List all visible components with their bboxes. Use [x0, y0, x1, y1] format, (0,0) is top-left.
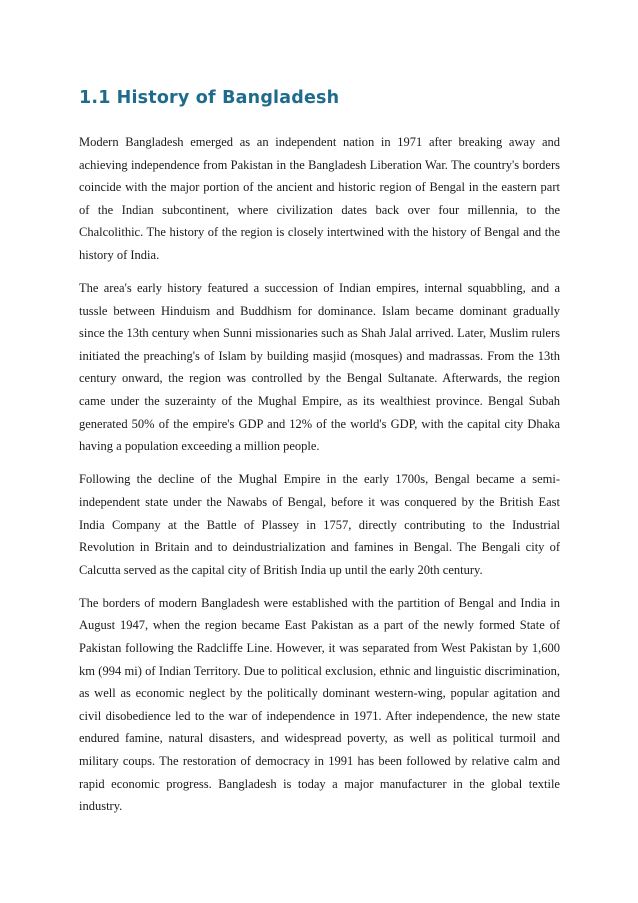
paragraph: The area's early history featured a succession of Indian empires, internal squabbling, and a tussle between Hinduism and Buddhism for dominance. Islam became dominant gradually since the 13th century when Sunni missionaries such as Shah Jalal arrived. Later, Muslim rulers initiated the preaching's of Islam by building masjid (mosques) and madrassas. From the 13th century onward, the region was controlled by the Bengal Sultanate. Afterwards, the region came under the suzerainty of the Mughal Empire, as its wealthiest province. Bengal Subah generated 50% of the empire's GDP and 12% of the world's GDP, with the capital city Dhaka having a population exceeding a million people.: [79, 281, 560, 454]
section-title: History of Bangladesh: [116, 88, 340, 108]
paragraph: Following the decline of the Mughal Empire in the early 1700s, Bengal became a semi-independent state under the Nawabs of Bengal, before it was conquered by the British East India Company at the Battle of Plassey in 1757, directly contributing to the Industrial Revolution in Britain and to deindustrialization and famines in Bengal. The Bengali city of Calcutta served as the capital city of British India up until the early 20th century.: [79, 472, 560, 577]
section-number: 1.1: [79, 88, 111, 108]
paragraph: The borders of modern Bangladesh were established with the partition of Bengal and India in August 1947, when the region became East Pakistan as a part of the newly formed State of Pakistan following the Radcliffe Line. However, it was separated from West Pakistan by 1,600 km (994 mi) of Indian Territory. Due to political exclusion, ethnic and linguistic discrimination, as well as economic neglect by the politically dominant western-wing, popular agitation and civil disobedience led to the war of independence in 1971. After independence, the new state endured famine, natural disasters, and widespread poverty, as well as political turmoil and military coups. The restoration of democracy in 1991 has been followed by relative calm and rapid economic progress. Bangladesh is today a major manufacturer in the global textile industry.: [79, 595, 560, 814]
section-heading: [79, 88, 339, 108]
section-body: [79, 131, 560, 828]
paragraph: Modern Bangladesh emerged as an independent nation in 1971 after breaking away and achieving independence from Pakistan in the Bangladesh Liberation War. The country's borders coincide with the major portion of the ancient and historic region of Bengal in the eastern part of the Indian subcontinent, where civilization dates back over four millennia, to the Chalcolithic. The history of the region is closely intertwined with the history of Bengal and the history of India.: [79, 135, 560, 262]
